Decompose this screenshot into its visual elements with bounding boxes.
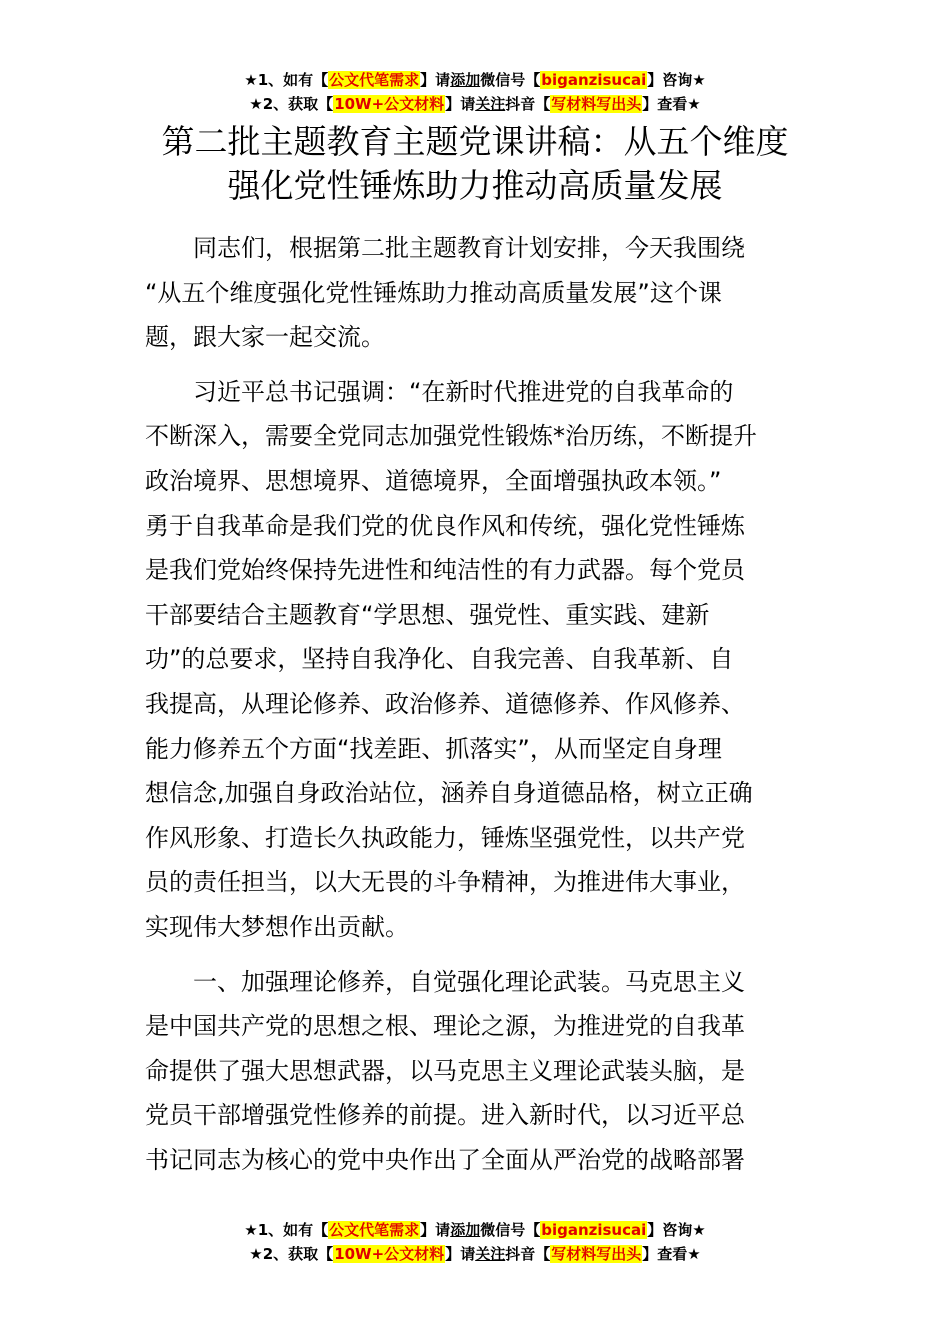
text-line: 命提供了强大思想武器，以马克思主义理论武装头脑，是 [145,1056,745,1085]
banner-text: 抖音【 [505,1245,551,1263]
banner-text: 2、获取【 [262,1245,334,1263]
banner-text: 】查看★ [642,1245,701,1263]
banner-text: 2、获取【 [262,95,334,113]
star-icon: ★ [244,1221,258,1239]
banner-text: 】咨询★ [647,71,706,89]
banner-text: 】查看★ [642,95,701,113]
banner-text: 】请 [445,95,476,113]
text-line: 党员干部增强党性修养的前提。进入新时代，以习近平总 [145,1101,745,1130]
banner-text: 】咨询★ [647,1221,706,1239]
banner-text: 微信号【 [480,1221,541,1239]
banner-highlight: 公文代笔需求 [329,71,420,89]
banner-text: 微信号【 [480,71,541,89]
text-line: 同志们，根据第二批主题教育计划安排，今天我围绕 [193,234,745,262]
banner-line-1 [0,68,950,92]
banner-text: 】请 [420,1221,451,1239]
banner-highlight: 公文代笔需求 [329,1221,420,1239]
banner-underlined-text: 关注 [475,1245,506,1263]
text-line: 书记同志为核心的党中央作出了全面从严治党的战略部署 [145,1145,745,1174]
text-line: 作风形象、打造长久执政能力，锤炼坚强党性，以共产党 [145,823,745,852]
paragraph-2 [145,370,805,950]
paragraph-1 [145,226,805,360]
text-line: 政治境界、思想境界、道德境界，全面增强执政本领。” [145,466,722,495]
banner-highlight: 10W+公文材料 [334,1245,445,1263]
text-line: 我提高，从理论修养、政治修养、道德修养、作风修养、 [145,689,745,718]
banner-underlined-text: 添加 [450,71,481,89]
top-banner [0,68,950,116]
text-line: 习近平总书记强调：“在新时代推进党的自我革命的 [193,377,734,406]
banner-text: 1、如有【 [257,71,329,89]
text-line: 干部要结合主题教育“学思想、强党性、重实践、建新 [145,600,710,629]
text-line: 能力修养五个方面“找差距、抓落实”，从而坚定自身理 [145,734,722,763]
paragraph-3 [145,960,805,1183]
banner-text: 1、如有【 [257,1221,329,1239]
text-line: 想信念,加强自身政治站位，涵养自身道德品格，树立正确 [145,779,753,808]
text-line: “从五个维度强化党性锤炼助力推动高质量发展”这个课 [145,278,722,307]
star-icon: ★ [244,71,258,89]
document-body [145,226,805,1192]
text-line: 实现伟大梦想作出贡献。 [145,912,409,941]
text-line: 不断深入，需要全党同志加强党性锻炼*治历练，不断提升 [145,422,757,451]
banner-highlight: 10W+公文材料 [334,95,445,113]
banner-douyin-id: 写材料写出头 [551,95,642,113]
banner-underlined-text: 添加 [450,1221,481,1239]
banner-text: 】请 [420,71,451,89]
text-line: 是中国共产党的思想之根、理论之源，为推进党的自我革 [145,1012,745,1041]
banner-line-2 [0,92,950,116]
bottom-banner [0,1218,950,1266]
text-line: 是我们党始终保持先进性和纯洁性的有力武器。每个党员 [145,556,745,585]
text-line: 一、加强理论修养，自觉强化理论武装。马克思主义 [193,967,745,996]
banner-line-1 [0,1218,950,1242]
banner-text: 】请 [445,1245,476,1263]
text-line: 员的责任担当，以大无畏的斗争精神，为推进伟大事业， [145,868,745,897]
banner-wechat-id: biganzisucai [541,71,647,89]
title-line-2: 强化党性锤炼助力推动高质量发展 [227,166,723,205]
banner-underlined-text: 关注 [475,95,506,113]
star-icon: ★ [249,1245,263,1263]
text-line: 功”的总要求，坚持自我净化、自我完善、自我革新、自 [145,645,734,674]
star-icon: ★ [249,95,263,113]
banner-text: 抖音【 [505,95,551,113]
title-line-1: 第二批主题教育主题党课讲稿：从五个维度 [161,122,789,161]
text-line: 勇于自我革命是我们党的优良作风和传统，强化党性锤炼 [145,511,745,540]
text-line: 题，跟大家一起交流。 [145,323,385,352]
banner-douyin-id: 写材料写出头 [551,1245,642,1263]
document-title [0,120,950,208]
banner-wechat-id: biganzisucai [541,1221,647,1239]
banner-line-2 [0,1242,950,1266]
